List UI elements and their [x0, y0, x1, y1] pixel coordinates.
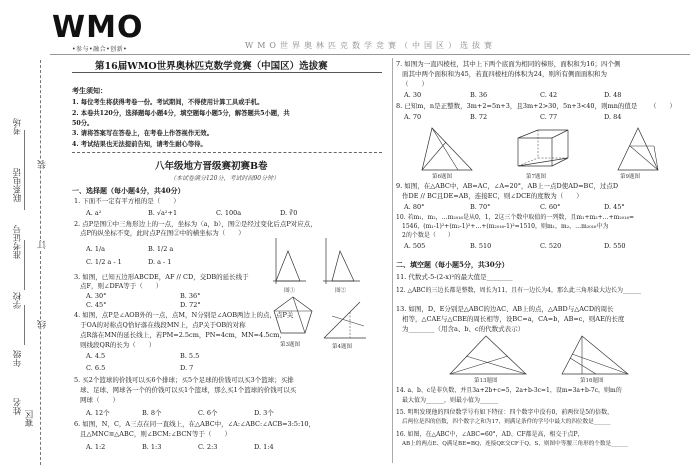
q2-figure-1-label: 图① — [284, 288, 296, 294]
q10-option-b: B. 510 — [470, 242, 492, 250]
question-16-line2: AB上的两点E、Q满足BE=BQ，连接QE交CF于Q，S，则图中等腰三角形的个数是______ — [402, 441, 628, 447]
rule-4: 4. 考试结果也无法提前告知，请考生耐心等待。 — [72, 141, 207, 148]
question-8: 8. 已知m，n是正整数，3m+2=5n+3，且3m+2>30，5n+3<40，则mn的值是 — [396, 102, 638, 110]
column-divider — [392, 58, 393, 463]
question-4-line2: 于OA的对称点Q恰好落在线段MN上，点P关于OB的对称 — [80, 321, 246, 329]
question-6-line2: 且△MNC≌△ABC，则∠BCM:∠BCN等于（ ） — [80, 430, 231, 438]
question-11: 11. 代数式-5-(2-x)²的最大值是________ — [396, 273, 513, 281]
side-fill-line-1 — [24, 130, 25, 210]
question-9: 9. 如图，在△ABC中，AB=AC，∠A=20°，AB上一点D使AD=BC，过点D — [396, 182, 619, 190]
notice-title: 考生须知： — [72, 86, 107, 95]
side-label-region: 赛区 — [25, 410, 35, 427]
q6-option-c: C. 2:3 — [198, 443, 218, 451]
q3-pentagon-figure — [268, 293, 318, 339]
question-15-line2: 后两位是四的倍数，四个数字之和为17，则满足条件的学号中最大的四位数是______ — [402, 419, 611, 425]
question-5: 5. 买2个篮球的价钱可以买6个排球；买5个足球的价钱可以买3个篮球；买排 — [74, 376, 294, 384]
question-4-line4: 则线段QR的长为（ ） — [80, 341, 156, 349]
header-rule — [50, 54, 690, 55]
question-6: 6. 如图，N，C，A三点在同一直线上，在△ABC中，∠A:∠ABC:∠ACB=3:5:10， — [74, 420, 315, 428]
q2-figure-2-label: 图② — [335, 288, 347, 294]
section-choice-title: 一、选择题（每小题4分，共40分） — [72, 186, 185, 195]
question-8-line2: （ ） — [650, 102, 676, 110]
q4-option-a: A. 4.5 — [86, 352, 106, 360]
question-14-line2: 最大值为______，则最小值为______ — [402, 397, 499, 404]
q7-figure-label: 第7题图 — [526, 174, 546, 180]
question-12: 12. △ABC的三边长都是整数，周长为11，且有一边长为4，那么此三角形最大边长为______ — [396, 287, 641, 294]
question-7-line3: （ ） — [402, 80, 428, 88]
rule-3: 3. 请将答案写在答卷上，在考卷上作答视作无效。 — [72, 130, 214, 137]
question-3: 3. 如图，已知五边形ABCDE，AF // CD，交DB的延长线于 — [74, 273, 249, 281]
question-15: 15. 明明发现他的四位数学号有如下特征：四个数字中没有0，前两位是5的倍数， — [396, 409, 614, 416]
q3-figure-label: 第3题图 — [280, 342, 300, 348]
q6-triangle-figure — [418, 124, 478, 174]
q3-option-a: A. 30° — [86, 292, 107, 300]
q2-option-b: B. 1/2 a — [148, 245, 174, 253]
q2-option-a: A. 1/a — [86, 245, 106, 253]
q3-option-c: C. 45° — [86, 301, 107, 309]
q10-option-d: D. 550 — [604, 242, 626, 250]
rule-1: 1. 每位考生将获得考卷一份。考试期间，不得使用计算工具或手机。 — [72, 99, 264, 106]
q7-option-b: B. 36 — [470, 91, 488, 99]
logo-tagline: •参与•融合•创新• — [72, 46, 128, 53]
question-3-line2: 点F，则∠DFA等于（ ） — [80, 282, 163, 290]
q5-option-a: A. 12个 — [86, 409, 110, 417]
question-5-line2: 球、足球、网球各一个的价钱可以买1个篮球，那么买1个篮球的价钱可以买 — [80, 386, 297, 394]
question-7: 7. 如图为一直四棱柱，其中上下两个底面为相同的梯形，面积和为16；四个侧 — [396, 60, 621, 68]
q16-figure-label: 第16题图 — [580, 378, 604, 384]
q2-figure-1 — [268, 236, 308, 286]
notice-rule — [72, 152, 382, 153]
question-1: 1. 下面不一定有平方根的是（ ） — [74, 197, 180, 205]
paper-note: （本试卷满分120分，考试时间90分钟） — [170, 175, 280, 182]
q4-option-c: C. 6.5 — [86, 364, 106, 372]
wmo-logo: WMO — [52, 10, 144, 45]
question-5-line3: 网球（ ） — [80, 396, 119, 404]
question-4: 4. 如图，点P是∠AOB外的一点，点M，N分别是∠AOB两边上的点，点P关 — [74, 311, 294, 319]
side-label-phone: 联系电话 — [13, 168, 23, 202]
q16-triangle-figure — [560, 334, 630, 376]
header-competition-name: WMO世界奥林匹克数学竞赛（中国区）选拔赛 — [245, 41, 496, 50]
q7-option-d: D. 48 — [604, 91, 622, 99]
binding-char-1: 装 — [38, 160, 48, 169]
q5-option-b: B. 8个 — [142, 409, 162, 417]
q8-option-b: B. 72 — [470, 113, 488, 121]
q9-option-a: A. 80° — [404, 203, 425, 211]
q8-option-d: D. 84 — [604, 113, 622, 121]
q6-option-d: D. 1:4 — [254, 443, 274, 451]
q9-option-b: B. 70° — [470, 203, 491, 211]
question-10-line3: 2的个数是（ ） — [402, 232, 454, 239]
q3-option-d: D. 72° — [180, 301, 201, 309]
q13-triangle-figure — [448, 334, 528, 376]
section-fill-title: 二、填空题（每小题5分，共30分） — [396, 260, 509, 269]
q10-option-c: C. 520 — [540, 242, 562, 250]
q3-option-b: B. 36° — [180, 292, 201, 300]
q7-option-a: A. 30 — [404, 91, 422, 99]
q4-option-b: B. 5.5 — [180, 352, 200, 360]
q6-figure-label: 第6题图 — [432, 174, 452, 180]
q9-option-d: D. 45° — [604, 203, 625, 211]
q10-option-a: A. 505 — [404, 242, 426, 250]
q4-angle-figure — [320, 296, 370, 342]
q6-option-a: A. 1:2 — [86, 443, 106, 451]
question-2: 2. 点P是图①中三角形边上的一点，坐标为（a，b），图②是经过变化后点P对应点， — [74, 220, 317, 228]
question-4-line3: 点R落在MN的延长线上，若PM=2.5cm，PN=4cm，MN=4.5cm， — [80, 331, 286, 339]
rule-2: 2. 本卷共120分，选择题每小题4分，填空题每小题5分，解答题共5小题，共 — [72, 110, 290, 117]
q13-figure-label: 第13题图 — [474, 378, 498, 384]
q1-option-d: D. ∛0 — [280, 209, 298, 217]
side-label-exam-room: 考场 — [13, 118, 23, 135]
question-2-line2: 点P的纵坐标不变，此时点P在图②中的横坐标为（ ） — [80, 229, 245, 237]
rule-2b: 50分。 — [72, 120, 94, 127]
binding-char-2: 订 — [38, 240, 48, 249]
side-label-school: 学校 — [13, 292, 23, 309]
question-10-line2: 1546，(m₁-1)²+(m₂-1)²+…+(m₂₀₁₆-1)²=1510，则m₁，m₂，…m₂₀₁₆中为 — [402, 223, 609, 230]
side-label-name: 姓名 — [13, 398, 23, 415]
question-13-line2: 相等，△CAE与△CBE的周长相等，设BC=a，CA=b，AB=c，则AE的长度 — [402, 315, 625, 323]
q9-figure-label: 第9题图 — [620, 174, 640, 180]
q4-figure-label: 第4题图 — [332, 344, 352, 350]
question-13-line3: 为________（用含a、b、c的代数式表示） — [402, 325, 525, 333]
question-16: 16. 如图，在△ABC中，∠ABC=60°，AD、CF都是高，相交于点P， — [396, 431, 584, 438]
q1-option-b: B. √a²+1 — [148, 209, 178, 217]
q4-option-d: D. 7 — [180, 364, 194, 372]
q7-prism-figure — [508, 126, 578, 170]
question-10: 10. 若m₁，m₂，…m₂₀₁₆是从0，1，2这三个数中取值的一列数，且m₁+m₂+…+m₂₀₁₆= — [396, 214, 635, 221]
question-14: 14. a、b、c是非负数，并且3a+2b+c=5，2a+b-3c=1，设m=3a+b-7c，则m的 — [396, 387, 622, 394]
q8-option-a: A. 70 — [404, 113, 422, 121]
q6-option-b: B. 1:3 — [142, 443, 162, 451]
side-fill-line-2 — [24, 240, 25, 290]
q7-option-c: C. 42 — [540, 91, 558, 99]
q1-option-c: C. 100a — [216, 209, 242, 217]
q5-option-d: D. 3个 — [254, 409, 274, 417]
side-fill-line-3 — [24, 305, 25, 345]
q2-option-c: C. 1/2 a - 1 — [86, 258, 122, 266]
question-9-line2: 作DE // BC且DE=AB，连接EC，则∠DCE的度数为（ ） — [402, 192, 583, 200]
exam-title: 第16届WMO世界奥林匹克数学竞赛（中国区）选拔赛 — [95, 61, 328, 72]
question-7-line2: 面其中两个面积和为45，若直四棱柱的体积为24，则所有侧面面积和为 — [402, 70, 608, 78]
title-rule — [72, 72, 382, 73]
q2-figure-2 — [318, 236, 362, 286]
side-label-grade: 年级 — [13, 350, 23, 367]
q5-option-c: C. 6个 — [198, 409, 218, 417]
side-label-admission-no: 准考证号 — [13, 225, 23, 259]
q1-option-a: A. a² — [86, 209, 102, 217]
binding-char-3: 线 — [38, 320, 48, 329]
q8-option-c: C. 77 — [540, 113, 558, 121]
paper-subtitle: 八年级地方晋级赛初赛B卷 — [155, 161, 268, 172]
question-13: 13. 如图，D、E分别是△ABC的边AC、AB上的点，△ABD与△ACD的周长 — [396, 305, 614, 313]
q2-option-d: D. a - 1 — [148, 258, 172, 266]
q9-option-c: C. 60° — [540, 203, 561, 211]
q9-triangle-figure — [608, 124, 668, 174]
binding-dashed-line — [40, 60, 41, 465]
